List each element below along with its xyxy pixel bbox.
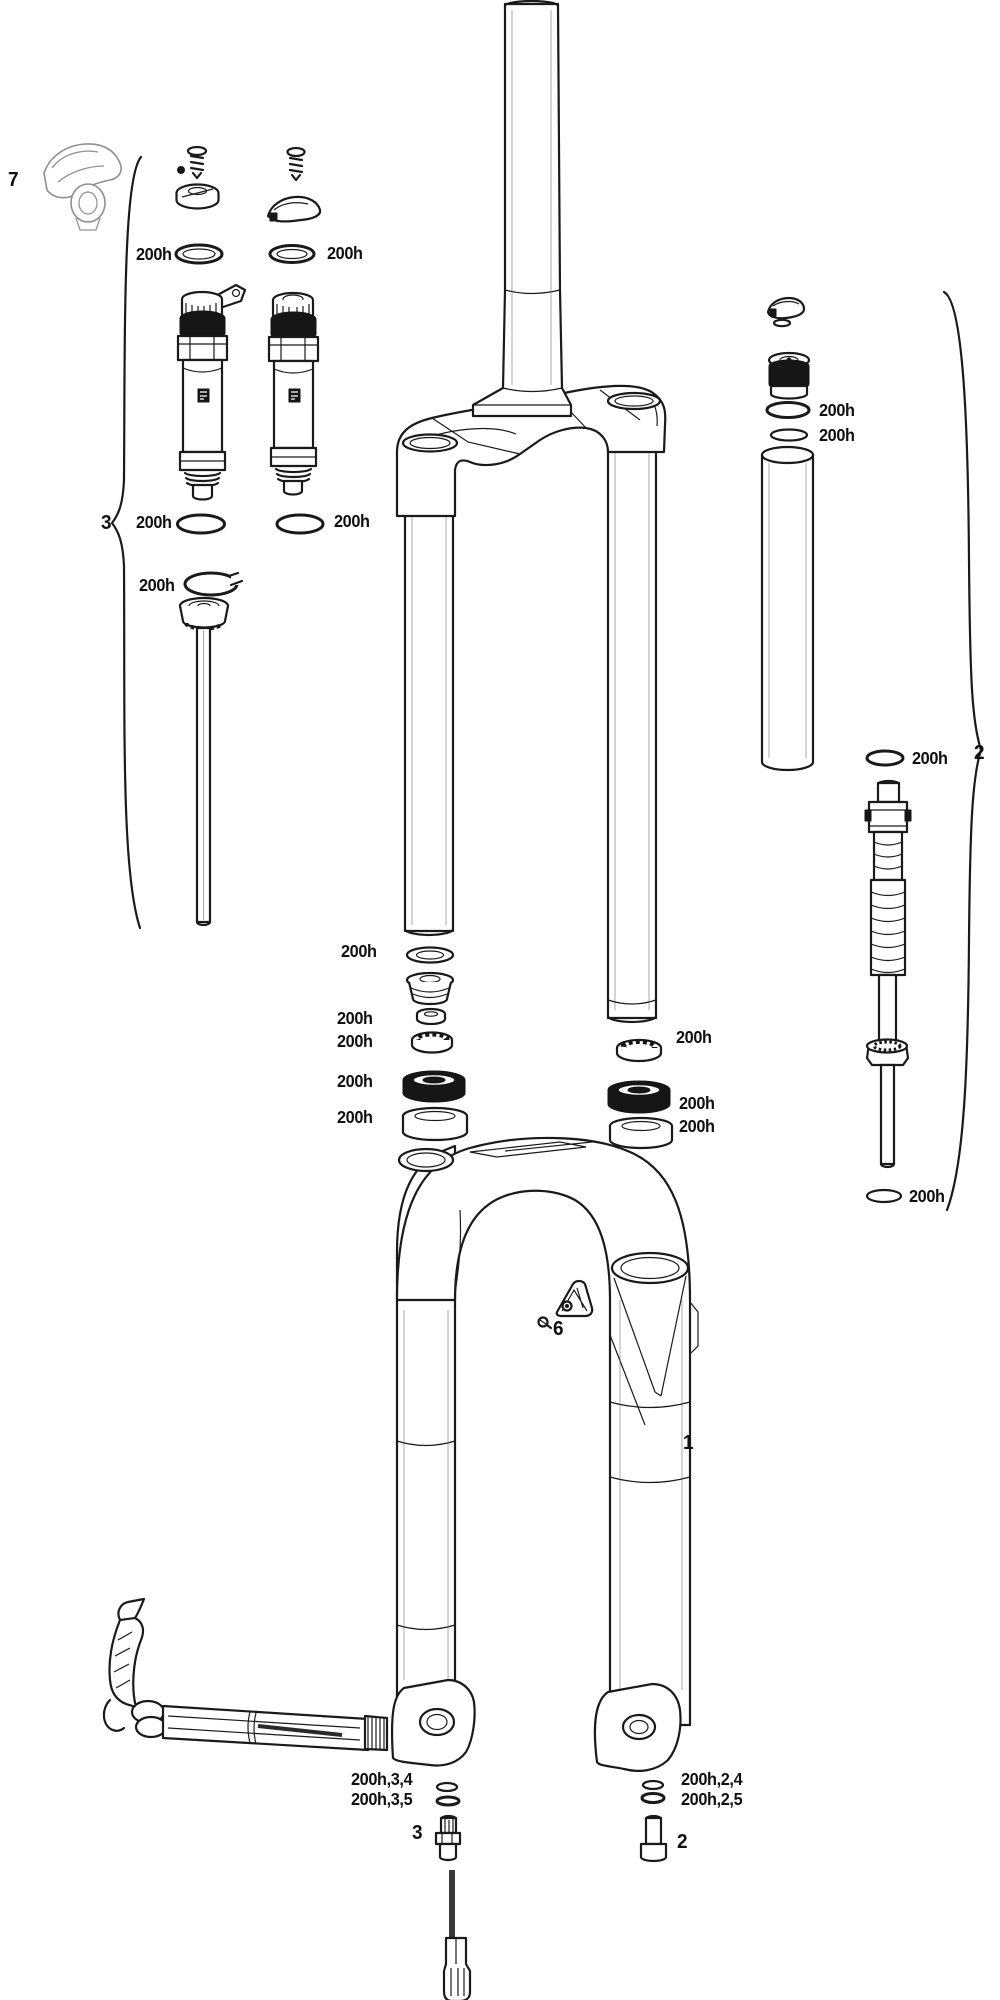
service-interval-label: 200h: [909, 1186, 945, 1206]
air-shaft-plug-part: [641, 1816, 666, 1861]
damper-piston-shaft-left: [180, 598, 228, 925]
callout-lower-legs: 1: [683, 1432, 694, 1454]
damper-topcap-right: [268, 148, 320, 222]
seal-stack-right: [608, 1040, 672, 1148]
callout-damper-shaft-bolt: 3: [412, 1822, 423, 1844]
air-shaft-tube: [762, 447, 813, 770]
steerer-tube: [473, 1, 571, 416]
service-interval-label: 200h: [337, 1031, 373, 1051]
thru-axle: [104, 1599, 387, 1750]
damper-cartridge-right: [269, 293, 318, 495]
damper-topcap-left: [177, 147, 219, 209]
damper-topcap-oring-right: [270, 246, 314, 263]
service-interval-label: 200h: [819, 425, 855, 445]
service-interval-label: 200h: [341, 941, 377, 961]
service-interval-label: 200h: [676, 1027, 712, 1047]
air-topcap-oring-2: [771, 430, 807, 441]
air-spring-assembly: [865, 751, 911, 1202]
damper-circlip-left: [185, 573, 242, 595]
damper-bolt-seals: [437, 1783, 459, 1805]
fender-and-bolt: [539, 1281, 593, 1328]
service-interval-label: 200h: [136, 244, 172, 264]
air-bolt-seals-label-2: 200h,2,5: [681, 1789, 743, 1809]
damper-cartridge-left: [178, 285, 245, 500]
rebound-adjuster-bolt: [436, 1816, 460, 1860]
callout-remote-lever: 7: [8, 169, 19, 191]
service-interval-label: 200h: [337, 1071, 373, 1091]
air-bolt-seals-label-1: 200h,2,4: [681, 1769, 743, 1789]
air-topcap-parts: [768, 298, 809, 399]
service-interval-label: 200h: [337, 1008, 373, 1028]
service-interval-label: 200h: [327, 243, 363, 263]
air-bolt-seals: [642, 1781, 664, 1803]
service-interval-label: 200h: [912, 748, 948, 768]
air-topcap-oring-1: [767, 403, 809, 418]
seal-stack-left: [403, 948, 467, 1141]
service-interval-label: 200h: [337, 1107, 373, 1127]
callout-air-shaft-plug: 2: [677, 1831, 688, 1853]
service-interval-label: 200h: [139, 575, 175, 595]
service-interval-label: 200h: [334, 511, 370, 531]
service-interval-label: 200h: [679, 1116, 715, 1136]
remote-lockout-lever: [44, 144, 121, 230]
damper-bolt-seals-label-2: 200h,3,5: [351, 1789, 413, 1809]
damper-topcap-oring-left: [176, 245, 222, 263]
damper-bolt-seals-label-1: 200h,3,4: [351, 1769, 413, 1789]
service-interval-label: 200h: [136, 512, 172, 532]
damper-body-oring-left: [178, 515, 225, 533]
callout-damper-group: 3: [101, 512, 112, 534]
callout-fender-bolt: 6: [553, 1318, 564, 1340]
callout-air-spring-group: 2: [974, 742, 985, 764]
damper-body-oring-right: [277, 515, 323, 533]
damper-group-brace: [112, 157, 141, 928]
lower-legs: [392, 1138, 698, 1771]
service-interval-label: 200h: [819, 400, 855, 420]
service-interval-label: 200h: [679, 1093, 715, 1113]
rebound-rod: [444, 1870, 470, 2000]
